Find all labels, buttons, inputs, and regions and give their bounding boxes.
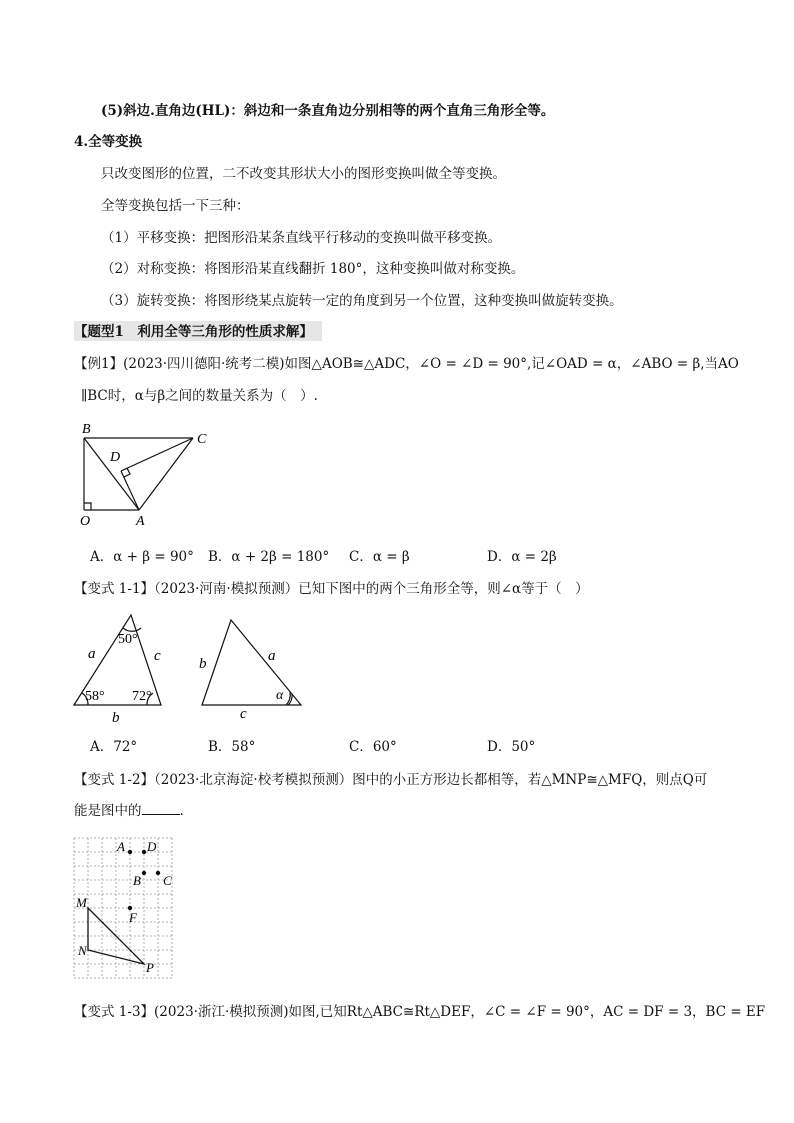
right-side-c: c	[240, 706, 247, 722]
point-label-P: P	[146, 960, 154, 975]
figure-variant-1-2-grid	[70, 834, 184, 984]
angle-label-50: 50°	[118, 632, 138, 647]
label-D: D	[110, 450, 121, 465]
right-side-b: b	[199, 656, 207, 672]
question-type-heading: 【题型1 利用全等三角形的性质求解】	[74, 324, 313, 340]
ex1-option-d[interactable]: D．α = 2β	[487, 549, 557, 565]
label-O: O	[80, 514, 91, 529]
v11-option-a[interactable]: A．72°	[90, 739, 138, 755]
ex1-option-c[interactable]: C．α = β	[349, 549, 410, 565]
example-1-line-1: 【例1】(2023·四川德阳·统考二模)如图△AOB≅△ADC，∠O = ∠D = 90°,记∠OAD = α，∠ABO = β,当AO	[74, 356, 739, 372]
hl-criterion-line: (5)斜边.直角边(HL)：斜边和一条直角边分别相等的两个直角三角形全等。	[101, 103, 555, 119]
point-label-N: N	[78, 943, 87, 958]
point-label-C: C	[163, 873, 172, 888]
variant-1-3-question: 【变式 1-3】(2023·浙江·模拟预测)如图,已知Rt△ABC≅Rt△DEF，∠C = ∠F = 90°，AC = DF = 3，BC = EF	[74, 1004, 766, 1020]
label-C: C	[197, 432, 207, 447]
variant-1-1-question: 【变式 1-1】（2023·河南·模拟预测）已知下图中的两个三角形全等，则∠α等于（ ）	[74, 581, 589, 597]
paragraph-types-intro: 全等变换包括一下三种：	[101, 198, 250, 214]
label-B: B	[82, 422, 91, 437]
answer-blank[interactable]	[142, 802, 180, 815]
point-label-D: D	[147, 839, 157, 854]
v11-option-d[interactable]: D．50°	[487, 739, 536, 755]
angle-label-72: 72°	[132, 689, 152, 704]
left-side-c: c	[154, 648, 161, 664]
point-label-M: M	[76, 895, 87, 910]
section-4-title: 4.全等变换	[74, 134, 143, 150]
example-1-line-2: ∥BC时，α与β之间的数量关系为（ ）.	[81, 388, 318, 404]
ex1-option-b[interactable]: B．α + 2β = 180°	[208, 549, 330, 565]
point-label-A: A	[117, 839, 125, 854]
ex1-option-a[interactable]: A．α + β = 90°	[90, 549, 194, 565]
left-side-b: b	[112, 710, 120, 725]
right-angle-alpha: α	[276, 688, 284, 703]
left-side-a: a	[88, 646, 96, 662]
v11-option-b[interactable]: B．58°	[208, 739, 256, 755]
point-label-B: B	[133, 873, 141, 888]
type-reflection: （2）对称变换：将图形沿某直线翻折 180°，这种变换叫做对称变换。	[101, 261, 525, 277]
angle-label-58: 58°	[85, 689, 105, 704]
label-A: A	[136, 514, 145, 529]
paragraph-definition: 只改变图形的位置，二不改变其形状大小的图形变换叫做全等变换。	[101, 166, 506, 182]
figure-example-1	[76, 418, 226, 533]
v11-option-c[interactable]: C．60°	[349, 739, 397, 755]
variant-1-2-line-1: 【变式 1-2】（2023·北京海淀·校考模拟预测）图中的小正方形边长都相等，若△MNP≅△MFQ，则点Q可	[74, 772, 708, 788]
point-label-F: F	[129, 910, 137, 925]
figure-variant-1-1	[68, 610, 308, 725]
type-translation: （1）平移变换：把图形沿某条直线平行移动的变换叫做平移变换。	[101, 230, 502, 246]
type-rotation: （3）旋转变换：将图形绕某点旋转一定的角度到另一个位置，这种变换叫做旋转变换。	[101, 293, 623, 309]
right-side-a: a	[268, 648, 276, 664]
variant-1-2-line-2: 能是图中的 .	[74, 803, 184, 819]
